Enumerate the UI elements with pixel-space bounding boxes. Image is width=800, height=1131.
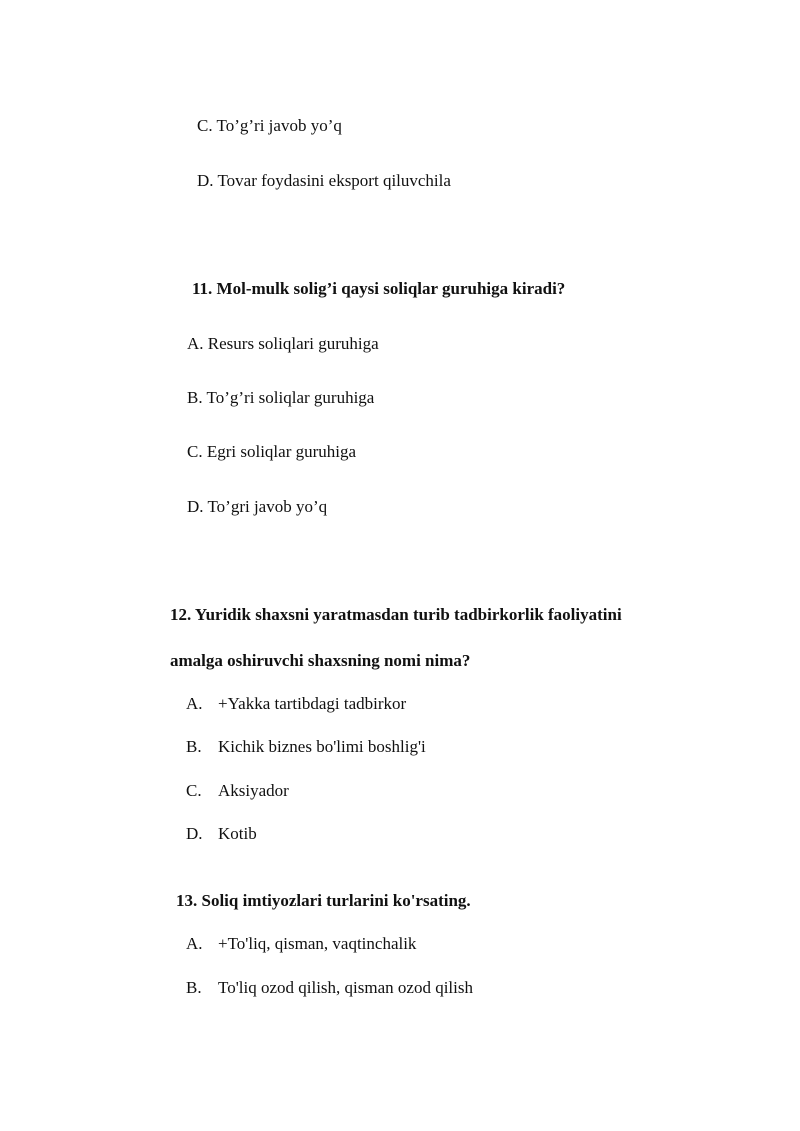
q13-option-a-letter: A.: [186, 934, 203, 953]
q10-option-c: C. To’g’ri javob yo’q: [197, 116, 342, 135]
q13-option-b-letter: B.: [186, 978, 202, 997]
q12-option-c: [186, 781, 289, 801]
q12-option-c-letter: C.: [186, 781, 202, 800]
q13-option-b: [186, 978, 473, 998]
q12-option-a: [186, 694, 406, 714]
q11-option-a: A. Resurs soliqlari guruhiga: [187, 334, 379, 353]
q13-option-b-text: To'liq ozod qilish, qisman ozod qilish: [218, 978, 473, 997]
q12-option-a-letter: A.: [186, 694, 203, 713]
q12-question-line1: 12. Yuridik shaxsni yaratmasdan turib tadbirkorlik faoliyatini: [170, 605, 622, 624]
q11-question: 11. Mol-mulk solig’i qaysi soliqlar guruhiga kiradi?: [192, 279, 566, 298]
q10-option-d: D. Tovar foydasini eksport qiluvchila: [197, 171, 451, 190]
q11-option-c: C. Egri soliqlar guruhiga: [187, 442, 357, 461]
q12-option-d: [186, 824, 257, 844]
q12-option-c-text: Aksiyador: [218, 781, 289, 800]
q12-option-b-text: Kichik biznes bo'limi boshlig'i: [218, 737, 426, 756]
q12-question-line2: amalga oshiruvchi shaxsning nomi nima?: [170, 651, 471, 670]
q12-option-a-text: +Yakka tartibdagi tadbirkor: [218, 694, 407, 713]
q13-option-a: [186, 934, 416, 954]
q13-question: 13. Soliq imtiyozlari turlarini ko'rsating.: [176, 891, 471, 910]
q12-option-b-letter: B.: [186, 737, 202, 756]
q11-option-b: B. To’g’ri soliqlar guruhiga: [187, 388, 375, 407]
q11-option-d: D. To’gri javob yo’q: [187, 497, 328, 516]
q12-option-d-text: Kotib: [218, 824, 257, 843]
q12-option-b: [186, 737, 426, 757]
q12-option-d-letter: D.: [186, 824, 203, 843]
q13-option-a-text: +To'liq, qisman, vaqtinchalik: [218, 934, 417, 953]
